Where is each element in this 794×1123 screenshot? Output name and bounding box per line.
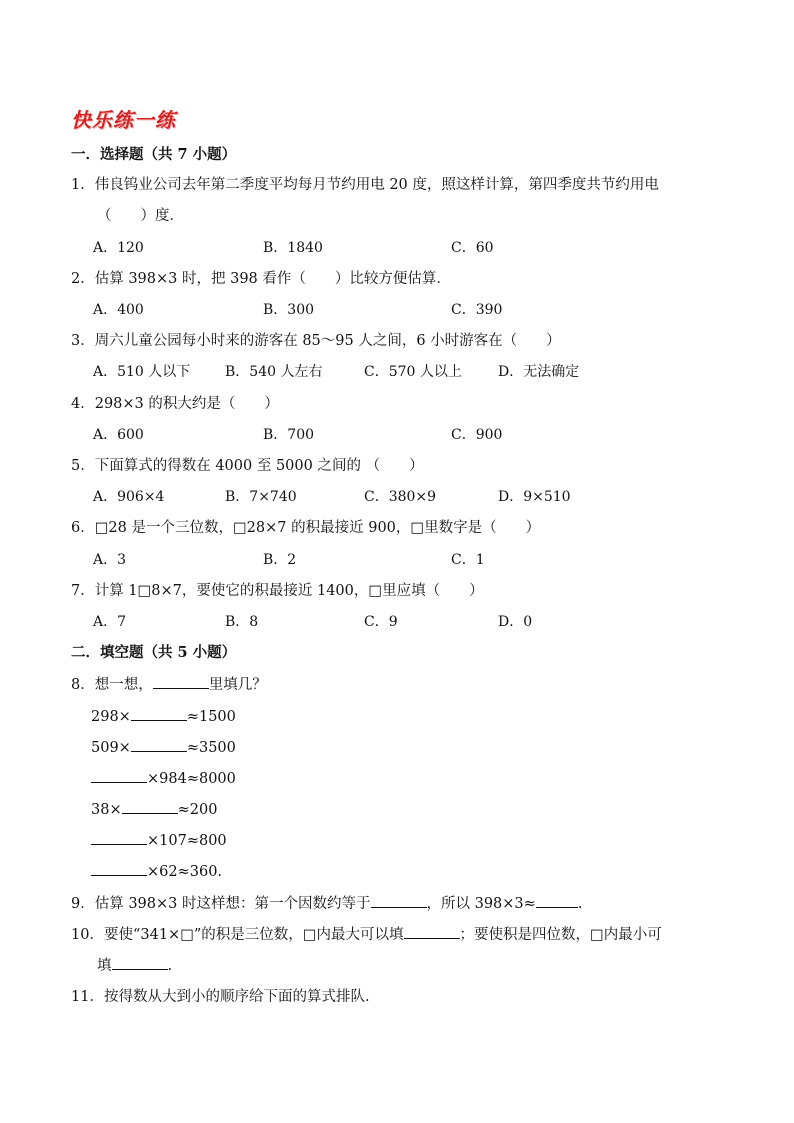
question-5-text: 5．下面算式的得数在 4000 至 5000 之间的 （ ）: [71, 458, 424, 474]
estimate-row-right: ≈200: [177, 802, 218, 818]
question-2-option-c[interactable]: C．390: [451, 302, 503, 318]
question-1-text: 1．伟良钨业公司去年第二季度平均每月节约用电 20 度，照这样计算，第四季度共节约用电: [71, 177, 659, 193]
question-10-part-3: 填: [97, 958, 112, 974]
question-1-option-c[interactable]: C．60: [451, 240, 494, 256]
estimate-row-4: [91, 799, 217, 820]
question-3-option-b[interactable]: B．540 人左右: [225, 364, 323, 380]
question-1-option-a[interactable]: A．120: [93, 240, 144, 256]
question-5-option-d[interactable]: D．9×510: [498, 489, 571, 505]
question-4-option-c[interactable]: C．900: [451, 427, 503, 443]
question-6-option-b[interactable]: B．2: [263, 552, 297, 568]
answer-blank[interactable]: [91, 830, 147, 845]
question-10-part-4: .: [167, 958, 173, 974]
question-3-text: 3．周六儿童公园每小时来的游客在 85～95 人之间，6 小时游客在（ ）: [71, 333, 561, 349]
question-3-option-a[interactable]: A．510 人以下: [93, 364, 191, 380]
answer-blank[interactable]: [91, 768, 147, 783]
estimate-row-left: 509×: [91, 740, 131, 756]
question-7-text: 7．计算 1□8×7，要使它的积最接近 1400，□里应填（ ）: [71, 583, 484, 599]
question-9-part-3: .: [577, 896, 583, 912]
question-9-text: [71, 893, 582, 914]
question-10-part-1: 10．要使“341×□”的积是三位数，□内最大可以填: [71, 927, 404, 943]
estimate-row-right: ×62≈360.: [147, 864, 223, 880]
estimate-row-right: ×107≈800: [147, 833, 227, 849]
question-4-option-b[interactable]: B．700: [263, 427, 315, 443]
question-4-option-a[interactable]: A．600: [93, 427, 144, 443]
question-8-prefix: 8．想一想，: [71, 677, 153, 693]
estimate-row-left: 298×: [91, 709, 131, 725]
estimate-row-3: [91, 768, 236, 789]
question-9-part-1: 9．估算 398×3 时这样想：第一个因数约等于: [71, 896, 371, 912]
estimate-row-right: ≈3500: [186, 740, 236, 756]
question-8-text: [71, 674, 267, 695]
question-8-suffix: 里填几？: [208, 677, 267, 693]
question-7-option-c[interactable]: C．9: [364, 614, 398, 630]
question-2-text: 2．估算 398×3 时，把 398 看作（ ）比较方便估算．: [71, 271, 451, 287]
question-1-option-b[interactable]: B．1840: [263, 240, 323, 256]
answer-blank[interactable]: [404, 924, 460, 939]
question-4-text: 4．298×3 的积大约是（ ）: [71, 396, 279, 412]
question-10-text: [71, 924, 662, 945]
answer-blank[interactable]: [112, 955, 168, 970]
answer-blank[interactable]: [91, 861, 147, 876]
question-6-text: 6．□28 是一个三位数，□28×7 的积最接近 900，□里数字是（ ）: [71, 520, 541, 536]
question-7-option-d[interactable]: D．0: [498, 614, 533, 630]
answer-blank[interactable]: [536, 893, 578, 908]
answer-blank[interactable]: [122, 799, 178, 814]
question-1-continuation: （ ）度．: [97, 208, 184, 224]
question-6-option-a[interactable]: A．3: [93, 552, 127, 568]
estimate-row-left: 38×: [91, 802, 122, 818]
question-5-option-c[interactable]: C．380×9: [364, 489, 437, 505]
estimate-row-6: [91, 861, 222, 882]
question-7-option-b[interactable]: B．8: [225, 614, 259, 630]
question-10-continuation: [97, 955, 172, 976]
question-3-option-d[interactable]: D．无法确定: [498, 364, 580, 380]
question-5-option-a[interactable]: A．906×4: [93, 489, 165, 505]
estimate-row-2: [91, 737, 236, 758]
answer-blank[interactable]: [131, 706, 187, 721]
answer-blank[interactable]: [371, 893, 427, 908]
section-heading-fill: 二．填空题（共 5 小题）: [71, 644, 237, 661]
estimate-row-1: [91, 706, 236, 727]
estimate-row-right: ≈1500: [186, 709, 236, 725]
question-2-option-a[interactable]: A．400: [93, 302, 144, 318]
estimate-row-5: [91, 830, 227, 851]
question-3-option-c[interactable]: C．570 人以上: [364, 364, 462, 380]
question-10-part-2: ；要使积是四位数，□内最小可: [459, 927, 662, 943]
answer-blank[interactable]: [153, 674, 209, 689]
worksheet-title: 快乐练一练: [71, 108, 176, 132]
question-7-option-a[interactable]: A．7: [93, 614, 127, 630]
answer-blank[interactable]: [131, 737, 187, 752]
question-2-option-b[interactable]: B．300: [263, 302, 315, 318]
estimate-row-right: ×984≈8000: [147, 771, 236, 787]
question-11-text: 11．按得数从大到小的顺序给下面的算式排队.: [71, 989, 370, 1005]
question-9-part-2: ，所以 398×3≈: [426, 896, 536, 912]
question-5-option-b[interactable]: B．7×740: [225, 489, 297, 505]
section-heading-choice: 一．选择题（共 7 小题）: [71, 146, 237, 163]
question-6-option-c[interactable]: C．1: [451, 552, 485, 568]
